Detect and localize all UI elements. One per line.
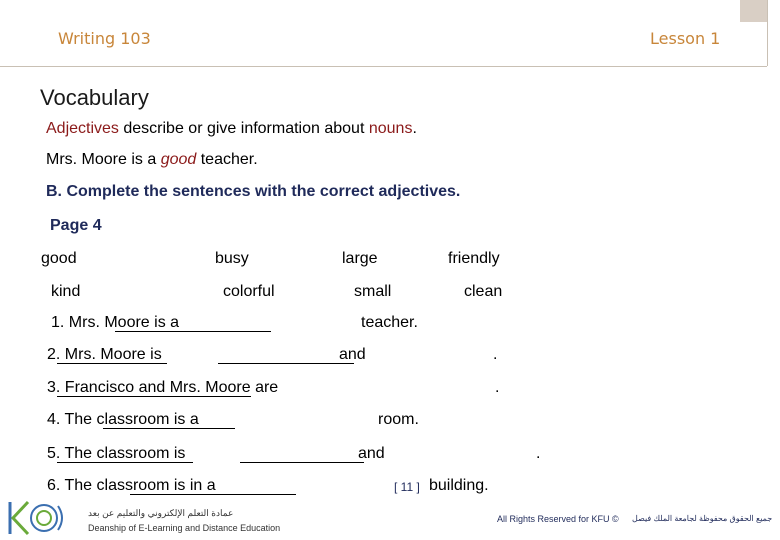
definition-word-adjectives: Adjectives	[46, 120, 119, 137]
sentence-6-start: 6. The classroom is in a	[47, 477, 216, 494]
sentence-2-start: 2. Mrs. Moore is	[47, 346, 162, 363]
page-reference: Page 4	[50, 217, 102, 234]
corner-tab	[740, 0, 767, 22]
definition-end: .	[412, 120, 417, 137]
word-bank-small: small	[354, 283, 392, 300]
sentence-1-start: 1. Mrs. Moore is a	[51, 314, 180, 331]
header-rule	[0, 66, 767, 67]
sentence-5-blank-1	[240, 462, 364, 463]
example-post: teacher.	[196, 151, 258, 168]
example-pre: Mrs. Moore is a	[46, 151, 161, 168]
footer-english-deanship: Deanship of E-Learning and Distance Education	[88, 523, 281, 533]
sentence-3-underline	[57, 396, 251, 397]
sentence-4-start: 4. The classroom is a	[47, 411, 199, 428]
word-bank-busy: busy	[215, 250, 249, 267]
sentence-5-underline	[57, 462, 193, 463]
word-bank-colorful: colorful	[223, 283, 275, 300]
lesson-label: Lesson 1	[650, 29, 721, 48]
kfu-logo-icon	[4, 498, 70, 538]
sentence-3-start: 3. Francisco and Mrs. Moore are	[47, 379, 279, 396]
footer-arabic-deanship: عمادة التعلم الإلكتروني والتعليم عن بعد	[88, 508, 234, 518]
sentence-2-underline	[57, 363, 167, 364]
header-vertical-rule	[767, 0, 768, 66]
word-bank-good: good	[41, 250, 77, 267]
sentence-3-end: .	[495, 379, 500, 396]
footer-rights-arabic: جميع الحقوق محفوظة لجامعة الملك فيصل	[632, 514, 773, 523]
word-bank-friendly: friendly	[448, 250, 500, 267]
sentence-5-and: and	[358, 445, 385, 462]
sentence-4-underline	[103, 428, 235, 429]
word-bank-kind: kind	[51, 283, 81, 300]
definition-middle: describe or give information about	[118, 120, 369, 137]
word-bank-clean: clean	[464, 283, 503, 300]
slide-title: Vocabulary	[40, 85, 149, 110]
sentence-5-start: 5. The classroom is	[47, 445, 186, 462]
sentence-1-blank	[115, 331, 271, 332]
sentence-2-end: .	[493, 346, 498, 363]
page-number: [ 11 ]	[394, 480, 420, 494]
course-title: Writing 103	[58, 29, 151, 48]
sentence-6-end: building.	[429, 477, 489, 494]
sentence-5-end: .	[536, 445, 541, 462]
definition-word-nouns: nouns	[368, 120, 413, 137]
footer-rights: All Rights Reserved for KFU ©	[497, 514, 619, 524]
word-bank-large: large	[342, 250, 378, 267]
sentence-6-underline	[130, 494, 296, 495]
sentence-2-blank-1	[218, 363, 354, 364]
example-adjective: good	[160, 151, 197, 168]
sentence-1-end: teacher.	[361, 314, 418, 331]
instruction: B. Complete the sentences with the correct adjectives.	[46, 183, 461, 200]
sentence-2-and: and	[339, 346, 366, 363]
example-sentence	[46, 151, 258, 169]
sentence-4-end: room.	[378, 411, 419, 428]
definition-line	[46, 120, 417, 138]
